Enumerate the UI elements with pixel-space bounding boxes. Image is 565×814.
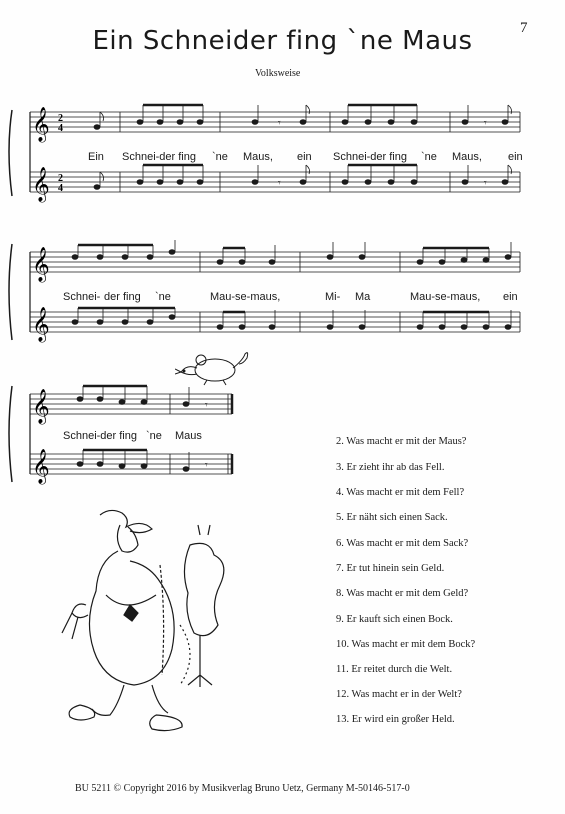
time-sig-top: 2 [58, 113, 63, 124]
svg-text:𝄾: 𝄾 [484, 178, 487, 189]
composer-credit: Volksweise [255, 68, 301, 79]
lyric-syllable: Schnei- [63, 291, 101, 303]
staff-lower [30, 172, 520, 192]
lyric-syllable: ein [297, 151, 312, 163]
song-title: Ein Schneider fing `ne Maus [92, 26, 473, 56]
time-sig-bottom: 4 [58, 123, 63, 134]
lyric-syllable: Maus, [452, 151, 482, 163]
svg-text:𝄾: 𝄾 [205, 460, 208, 471]
verse-line: 2. Was macht er mit der Maus? [336, 436, 467, 447]
lyric-syllable: Maus [175, 430, 202, 442]
notes-system-2 [72, 240, 511, 329]
lyric-syllable: Schnei-der fing [63, 430, 137, 442]
verse-line: 4. Was macht er mit dem Fell? [336, 487, 465, 498]
treble-clef-icon: 𝄞 [32, 390, 50, 423]
lyric-syllable: Mau-se-maus, [410, 291, 481, 303]
svg-text:𝄾: 𝄾 [484, 118, 487, 129]
lyric-syllable: `ne [212, 151, 228, 163]
verse-line: 9. Er kauft sich einen Bock. [336, 614, 453, 625]
lyrics-line-1 [0, 151, 565, 165]
svg-text:𝄾: 𝄾 [205, 400, 208, 411]
lyric-syllable: der fing [104, 291, 141, 303]
lyrics-line-3 [0, 430, 260, 444]
treble-clef-icon: 𝄞 [32, 108, 50, 141]
treble-clef-icon: 𝄞 [32, 308, 50, 341]
verse-line: 3. Er zieht ihr ab das Fell. [336, 462, 445, 473]
tailor-illustration [60, 505, 260, 740]
time-sig-bottom: 4 [58, 183, 63, 194]
treble-clef-icon: 𝄞 [32, 168, 50, 201]
verse-line: 6. Was macht er mit dem Sack? [336, 538, 469, 549]
verse-line: 13. Er wird ein großer Held. [336, 714, 455, 725]
verse-line: 12. Was macht er in der Welt? [336, 689, 462, 700]
lyric-syllable: Ma [355, 291, 371, 303]
lyric-syllable: `ne [421, 151, 437, 163]
verse-line: 11. Er reitet durch die Welt. [336, 664, 453, 675]
verse-line: 5. Er näht sich einen Sack. [336, 512, 448, 523]
staff-upper [30, 112, 520, 132]
lyric-syllable: ein [508, 151, 523, 163]
verse-line: 10. Was macht er mit dem Bock? [336, 639, 476, 650]
treble-clef-icon: 𝄞 [32, 248, 50, 281]
lyric-syllable: Schnei-der fing [122, 151, 196, 163]
lyric-syllable: Schnei-der fing [333, 151, 407, 163]
svg-text:𝄾: 𝄾 [278, 178, 281, 189]
lyric-syllable: `ne [146, 430, 162, 442]
verse-line: 7. Er tut hinein sein Geld. [336, 563, 445, 574]
copyright-footer: BU 5211 © Copyright 2016 by Musikverlag Bruno Uetz, Germany M-50146-517-0 [75, 783, 410, 794]
page-number: 7 [520, 20, 528, 36]
lyric-syllable: Mi- [325, 291, 341, 303]
time-sig-top: 2 [58, 173, 63, 184]
lyric-syllable: Maus, [243, 151, 273, 163]
lyric-syllable: `ne [155, 291, 171, 303]
lyrics-line-2 [0, 291, 565, 305]
lyric-syllable: Mau-se-maus, [210, 291, 281, 303]
treble-clef-icon: 𝄞 [32, 450, 50, 483]
lyric-syllable: ein [503, 291, 518, 303]
verse-line: 8. Was macht er mit dem Geld? [336, 588, 469, 599]
svg-text:𝄾: 𝄾 [278, 118, 281, 129]
lyric-syllable: Ein [88, 151, 104, 163]
